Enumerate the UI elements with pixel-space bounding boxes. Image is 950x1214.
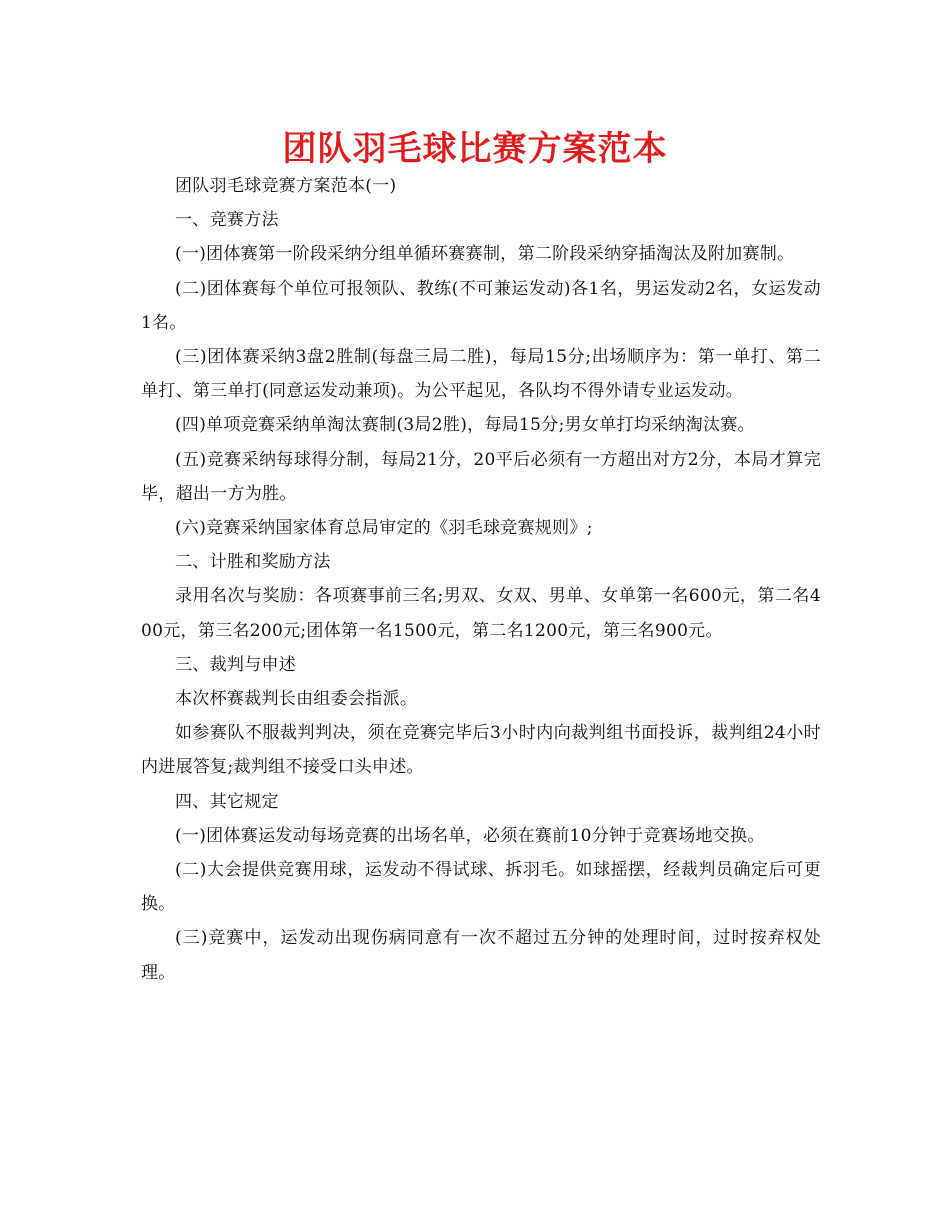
paragraph: (二)团体赛每个单位可报领队、教练(不可兼运发动)各1名，男运发动2名，女运发动1名。 [141, 278, 821, 333]
paragraph: (一)团体赛运发动每场竞赛的出场名单，必须在赛前10分钟于竞赛场地交换。 [175, 825, 765, 846]
paragraph: (一)团体赛第一阶段采纳分组单循环赛赛制，第二阶段采纳穿插淘汰及附加赛制。 [175, 244, 795, 265]
paragraph: (三)团体赛采纳3盘2胜制(每盘三局二胜)，每局15分;出场顺序为：第一单打、第二单打、第三单打(同意运发动兼项)。为公平起见，各队均不得外请专业运发动。 [141, 347, 821, 402]
paragraph: (三)竞赛中，运发动出现伤病同意有一次不超过五分钟的处理时间，过时按弃权处理。 [141, 928, 821, 983]
section-heading: 四、其它规定 [175, 791, 279, 812]
paragraph: 本次杯赛裁判长由组委会指派。 [175, 689, 418, 710]
paragraph: 录用名次与奖励：各项赛事前三名;男双、女双、男单、女单第一名600元，第二名400元，第三名200元;团体第一名1500元，第二名1200元，第三名900元。 [141, 586, 821, 641]
section-heading: 三、裁判与申述 [175, 654, 297, 675]
paragraph: (二)大会提供竞赛用球，运发动不得试球、拆羽毛。如球摇摆，经裁判员确定后可更换。 [141, 860, 821, 915]
document-body [141, 169, 821, 990]
paragraph: (六)竞赛采纳国家体育总局审定的《羽毛球竞赛规则》; [175, 518, 593, 539]
document-title: 团队羽毛球比赛方案范本 [282, 129, 668, 169]
section-heading: 二、计胜和奖励方法 [175, 552, 331, 573]
paragraph: (五)竞赛采纳每球得分制，每局21分，20平后必须有一方超出对方2分，本局才算完毕，超出一方为胜。 [141, 449, 821, 504]
paragraph: 如参赛队不服裁判判决，须在竞赛完毕后3小时内向裁判组书面投诉，裁判组24小时内进展答复;裁判组不接受口头申述。 [141, 723, 821, 778]
section-heading: 一、竞赛方法 [175, 210, 279, 231]
paragraph: (四)单项竞赛采纳单淘汰赛制(3局2胜)，每局15分;男女单打均采纳淘汰赛。 [175, 415, 755, 436]
subtitle-paragraph: 团队羽毛球竞赛方案范本(一) [175, 176, 397, 196]
